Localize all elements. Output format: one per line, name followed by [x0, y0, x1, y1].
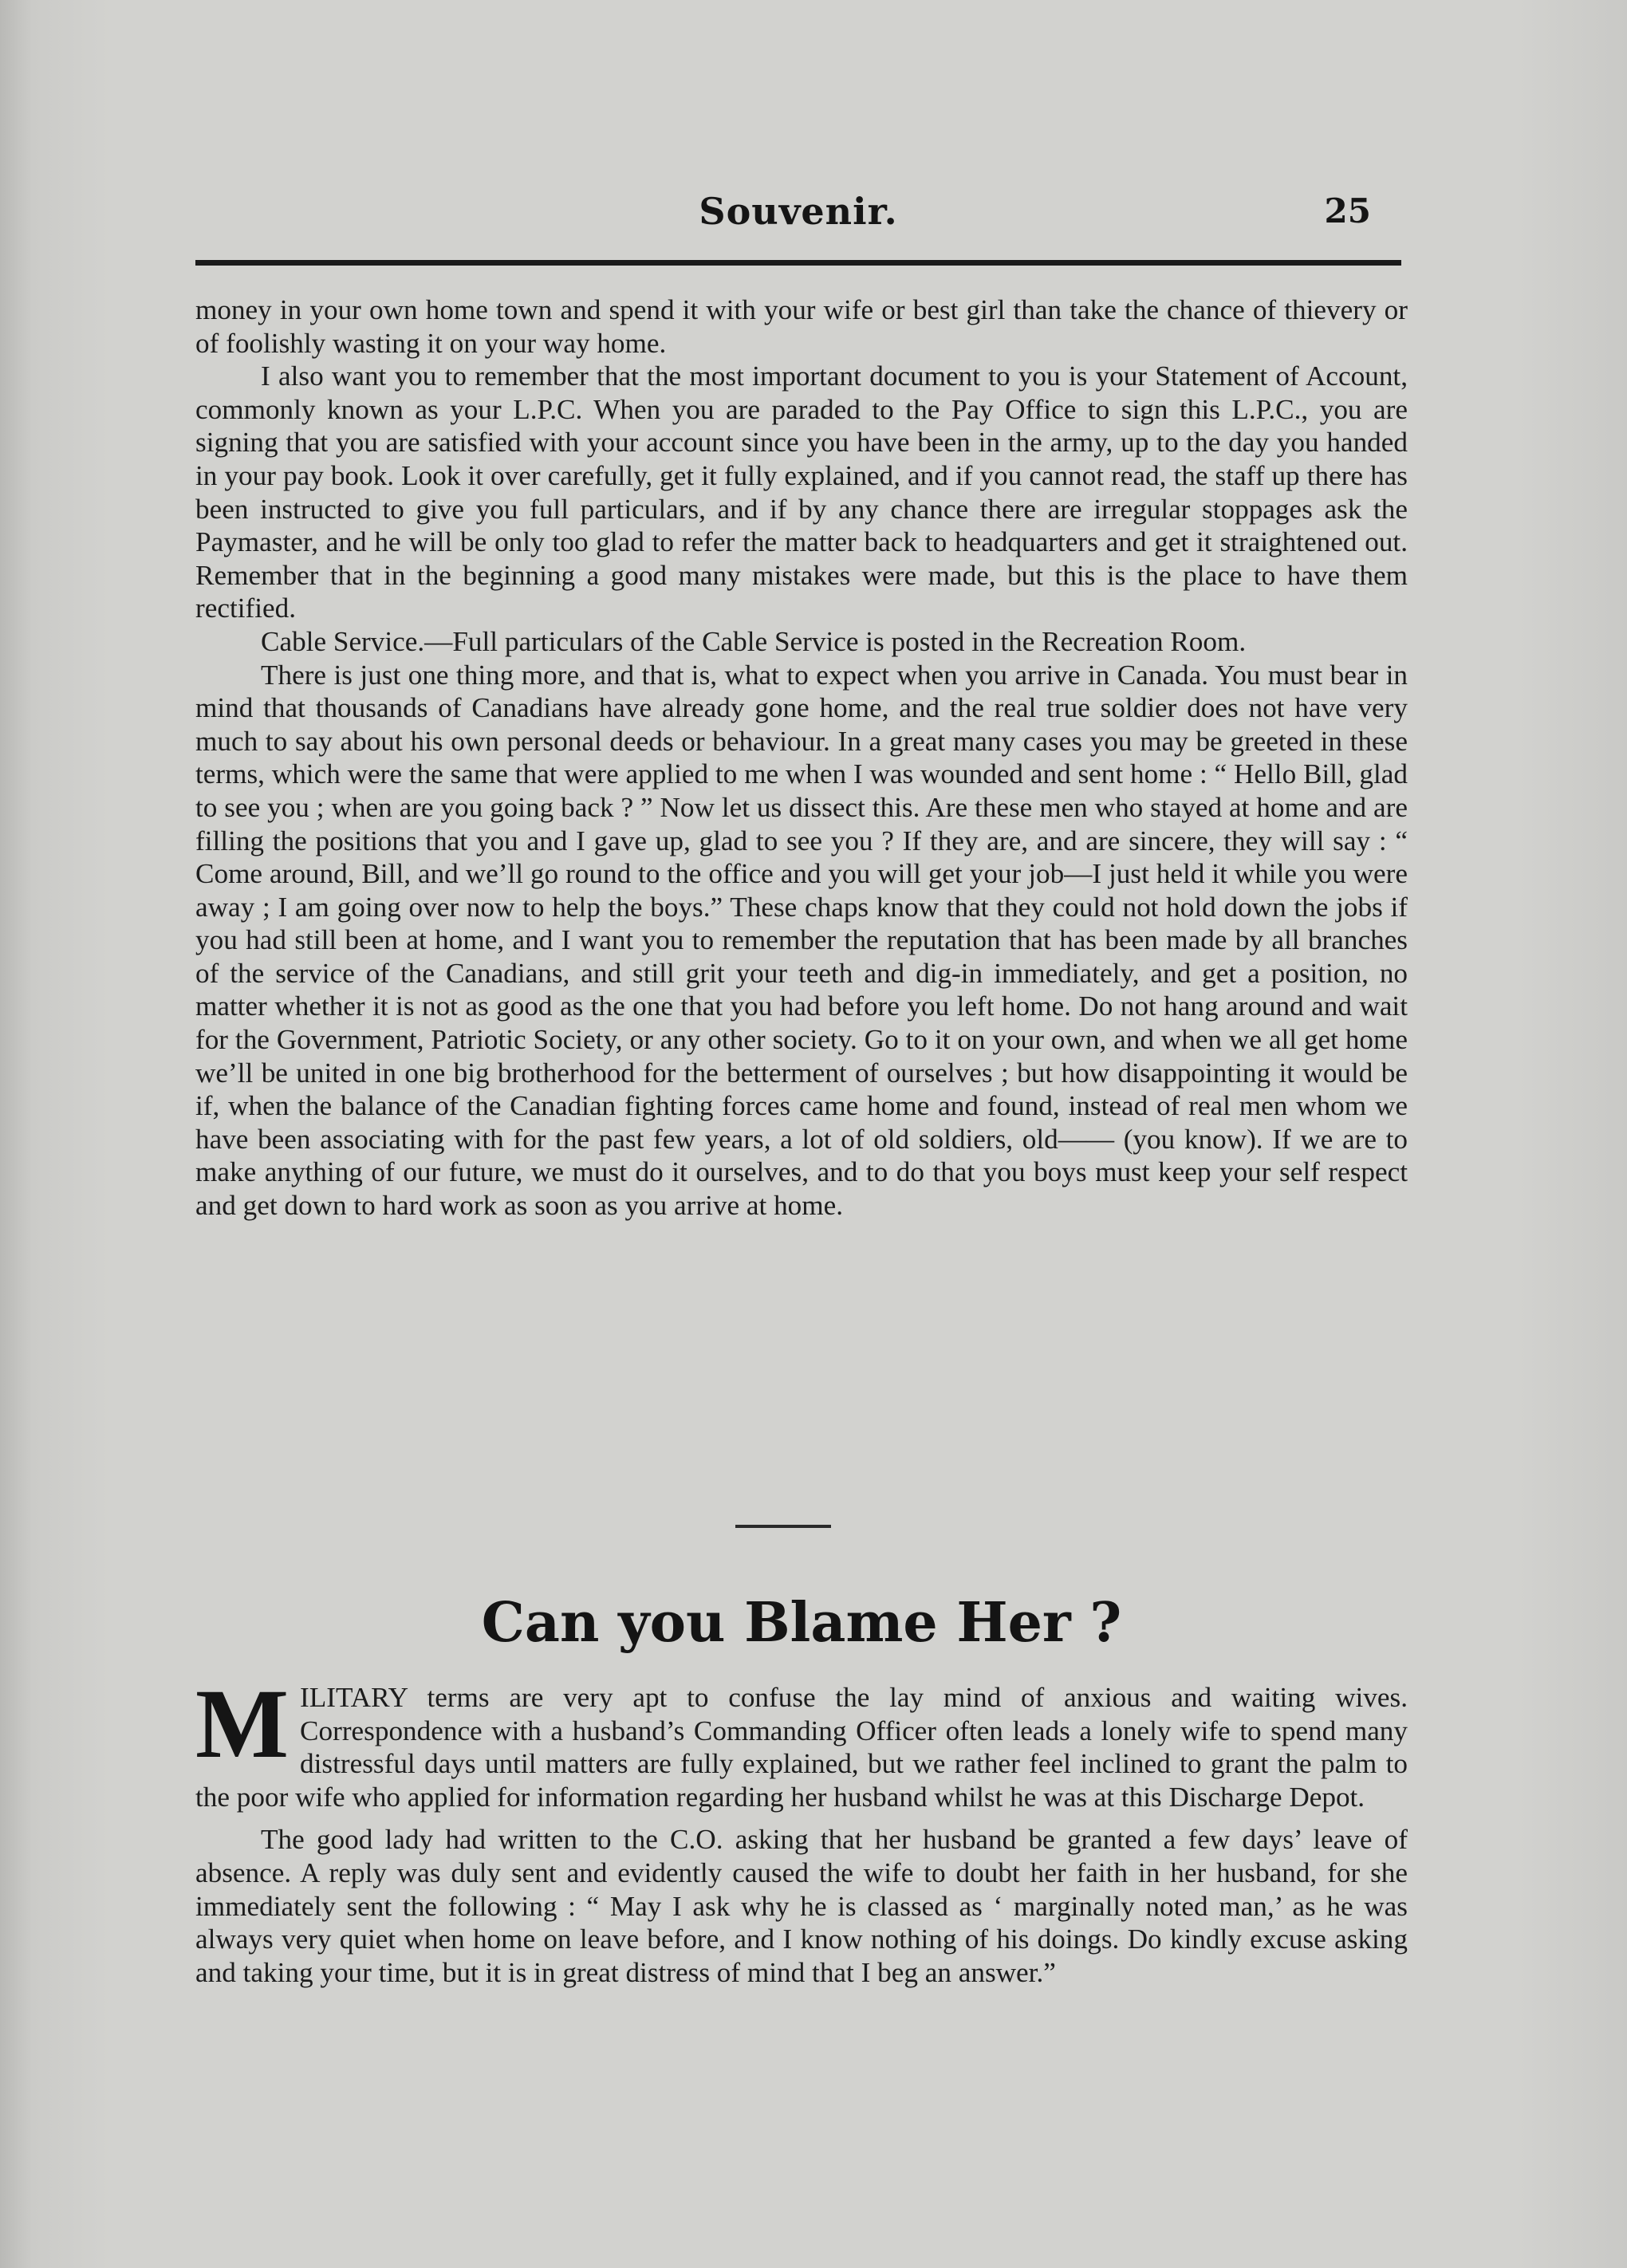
article-title: Can you Blame Her ? — [481, 1591, 1122, 1655]
section-divider — [735, 1525, 831, 1528]
paragraph: money in your own home town and spend it with your wife or best girl than take the chance of thievery or of foolishly wasting it on your way home. — [195, 294, 1408, 359]
paragraph: There is just one thing more, and that is, what to expect when you arrive in Canada. You must bear in mind that thousands of Canadians have already gone home, and the real true soldier does not have very much to say about his own personal deeds or behaviour. In a great many cases you may be greeted in these terms, which were the same that were applied to me when I was wounded and sent home : “ Hello Bill, glad to see you ; when are you going back ? ” Now let us dissect this. Are these men who stayed at home and are filling the positions that you and I gave up, glad to see you ? If they are, and are sincere, they will say : “ Come around, Bill, and we’ll go round to the office and you will get your job—I just held it while you were away ; I am going over now to help the boys.” These chaps know that they could not hold down the jobs if you had still been at home, and I want you to remember the reputation that has been made by all branches of the service of the Canadians, and still grit your teeth and dig-in immediately, and get a position, no matter whether it is not as good as the one that you had before you left home. Do not hang around and wait for the Government, Patriotic Society, or any other society. Go to it on your own, and when we all get home we’ll be united in one big brotherhood for the betterment of ourselves ; but how disappointing it would be if, when the balance of the Canadian fighting forces came home and found, instead of real men whom we have been associating with for the past few years, a lot of old soldiers, old—— (you know). If we are to make anything of our future, we must do it ourselves, and to do that you boys must keep your self respect and get down to hard work as soon as you arrive at home. — [195, 659, 1408, 1222]
page-number: 25 — [1324, 191, 1371, 230]
article-paragraph-text: ILITARY terms are very apt to confuse the lay mind of anxious and waiting wives. Correspondence with a husband’s Commanding Officer often leads a lonely wife to spend many distressful days until matters are fully explained, but we rather feel inclined to grant the palm to the poor wife who applied for information regarding her husband whilst he was at this Discharge Depot. — [195, 1682, 1408, 1813]
article-paragraph — [195, 1669, 1408, 1813]
drop-cap: M — [195, 1669, 290, 1778]
running-title: Souvenir. — [699, 190, 898, 233]
paragraph: I also want you to remember that the most important document to you is your Statement of Account, commonly known as your L.P.C. When you are paraded to the Pay Office to sign this L.P.C., you are signing that you are satisfied with your account since you have been in the army, up to the day you handed in your pay book. Look it over carefully, get it fully explained, and if you cannot read, the staff up there has been instructed to give you full particulars, and if by any chance there are irregular stoppages ask the Paymaster, and he will be only too glad to refer the matter back to headquarters and get it straightened out. Remember that in the beginning a good many mistakes were made, but this is the place to have them rectified. — [195, 360, 1408, 624]
article-body — [195, 1669, 1408, 1989]
page-header — [195, 190, 1401, 246]
header-rule — [195, 260, 1401, 266]
paragraph: Cable Service.—Full particulars of the Cable Service is posted in the Recreation Room. — [261, 625, 1247, 657]
article-paragraph: The good lady had written to the C.O. asking that her husband be granted a few days’ leave of absence. A reply was duly sent and evidently caused the wife to doubt her faith in her husband, for she immediately sent the following : “ May I ask why he is classed as ‘ marginally noted man,’ as he was always very quiet when home on leave before, and I know nothing of his doings. Do kindly excuse asking and taking your time, but it is in great distress of mind that I beg an answer.” — [195, 1824, 1408, 1988]
continued-text — [195, 293, 1408, 1223]
